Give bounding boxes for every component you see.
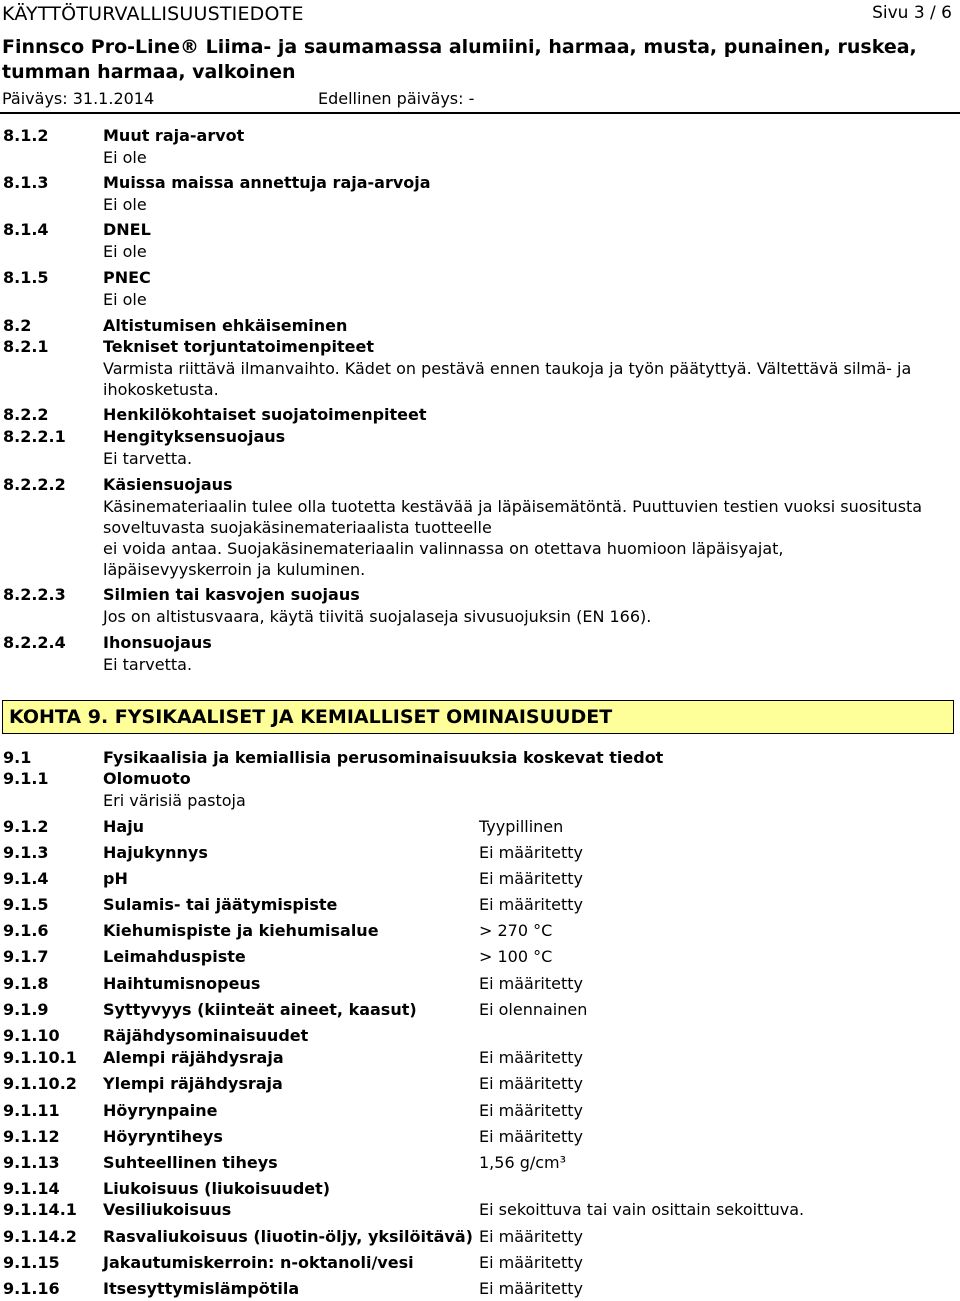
property-label: Itsesyttymislämpötila <box>103 1279 300 1298</box>
property-number: 9.1.16 <box>3 1279 60 1298</box>
item-label: DNEL <box>103 220 151 239</box>
property-label: Kiehumispiste ja kiehumisalue <box>103 921 379 940</box>
property-row <box>0 974 960 996</box>
property-row <box>0 1127 960 1149</box>
item-number: 8.2.2 <box>3 405 49 424</box>
property-label: Leimahduspiste <box>103 947 246 966</box>
property-number: 9.1.8 <box>3 974 49 993</box>
section-9-header <box>2 700 954 734</box>
item-8-1-2 <box>0 126 960 148</box>
property-value: Ei määritetty <box>479 1253 583 1272</box>
item-label: Altistumisen ehkäiseminen <box>103 316 348 335</box>
property-row <box>0 1048 960 1070</box>
property-label: Rasvaliukoisuus (liuotin-öljy, yksilöitävä) <box>103 1227 473 1246</box>
property-number: 9.1.7 <box>3 947 49 966</box>
item-label: Fysikaalisia ja kemiallisia perusominaisuuksia koskevat tiedot <box>103 748 664 767</box>
item-number: 8.2 <box>3 316 32 335</box>
property-value: Ei määritetty <box>479 1127 583 1146</box>
item-text: Ei ole <box>103 195 147 214</box>
item-label: Käsiensuojaus <box>103 475 233 494</box>
item-number: 8.2.2.1 <box>3 427 66 446</box>
property-value: Ei määritetty <box>479 895 583 914</box>
item-8-2-1 <box>0 337 960 359</box>
item-label: Muissa maissa annettuja raja-arvoja <box>103 173 431 192</box>
property-label: Haju <box>103 817 145 836</box>
item-8-2-2-4 <box>0 633 960 655</box>
item-text: Ei ole <box>103 148 147 167</box>
item-8-2-2-2 <box>0 475 960 497</box>
property-label: Höyryntiheys <box>103 1127 223 1146</box>
item-text: Ei tarvetta. <box>103 449 193 468</box>
property-value: Ei olennainen <box>479 1000 588 1019</box>
item-8-1-3 <box>0 173 960 195</box>
property-number: 9.1.13 <box>3 1153 60 1172</box>
property-number: 9.1.10.2 <box>3 1074 77 1093</box>
property-row <box>0 1000 960 1022</box>
property-number: 9.1.10 <box>3 1026 60 1045</box>
property-row <box>0 895 960 917</box>
property-label: Liukoisuus (liukoisuudet) <box>103 1179 331 1198</box>
property-value: Ei määritetty <box>479 1101 583 1120</box>
item-label: Muut raja-arvot <box>103 126 245 145</box>
property-label: Jakautumiskerroin: n-oktanoli/vesi <box>103 1253 414 1272</box>
property-value: Ei sekoittuva tai vain osittain sekoittuva. <box>479 1200 805 1219</box>
property-value: Ei määritetty <box>479 869 583 888</box>
property-value: Ei määritetty <box>479 1074 583 1093</box>
item-8-2-2-1 <box>0 427 960 449</box>
property-row <box>0 1179 960 1201</box>
property-row <box>0 1227 960 1249</box>
property-row <box>0 869 960 891</box>
item-number: 8.2.2.2 <box>3 475 66 494</box>
item-text: Ei tarvetta. <box>103 655 193 674</box>
section-title: KOHTA 9. FYSIKAALISET JA KEMIALLISET OMINAISUUDET <box>9 706 613 728</box>
property-number: 9.1.9 <box>3 1000 49 1019</box>
item-label: Ihonsuojaus <box>103 633 212 652</box>
property-value: Ei määritetty <box>479 1227 583 1246</box>
item-number: 9.1 <box>3 748 32 767</box>
issue-date: Päiväys: 31.1.2014 <box>2 89 155 108</box>
property-number: 9.1.10.1 <box>3 1048 77 1067</box>
item-paragraph: Käsinemateriaalin tulee olla tuotetta kestävää ja läpäisemätöntä. Puuttuvien testien vuoksi suositusta soveltuvasta suojakäsinemateriaalista tuotteelle <box>103 497 923 537</box>
item-number: 8.1.3 <box>3 173 49 192</box>
item-number: 8.1.5 <box>3 268 49 287</box>
item-text: Eri värisiä pastoja <box>103 791 246 810</box>
item-number: 8.1.4 <box>3 220 49 239</box>
item-label: Silmien tai kasvojen suojaus <box>103 585 360 604</box>
header-divider <box>0 112 960 114</box>
property-row <box>0 947 960 969</box>
item-text: Ei ole <box>103 290 147 309</box>
item-label: PNEC <box>103 268 151 287</box>
item-number: 9.1.1 <box>3 769 49 788</box>
item-8-1-5 <box>0 268 960 290</box>
product-name: Finnsco Pro-Line® Liima- ja saumamassa alumiini, harmaa, musta, punainen, ruskea, tumman harmaa, valkoinen <box>2 36 917 83</box>
item-number: 8.2.1 <box>3 337 49 356</box>
property-number: 9.1.14.1 <box>3 1200 77 1219</box>
document-title: KÄYTTÖTURVALLISUUSTIEDOTE <box>2 3 304 25</box>
item-label: Henkilökohtaiset suojatoimenpiteet <box>103 405 427 424</box>
property-value: Ei määritetty <box>479 1279 583 1298</box>
property-label: Räjähdysominaisuudet <box>103 1026 309 1045</box>
property-number: 9.1.14.2 <box>3 1227 77 1246</box>
property-number: 9.1.15 <box>3 1253 60 1272</box>
item-8-2-2-3 <box>0 585 960 607</box>
page-number: Sivu 3 / 6 <box>872 3 952 23</box>
item-9-1 <box>0 748 960 770</box>
property-value: > 100 °C <box>479 947 553 966</box>
property-label: Vesiliukoisuus <box>103 1200 232 1219</box>
item-9-1-1 <box>0 769 960 791</box>
property-row <box>0 1253 960 1275</box>
item-text: Ei ole <box>103 242 147 261</box>
property-value: 1,56 g/cm³ <box>479 1153 567 1172</box>
property-number: 9.1.11 <box>3 1101 60 1120</box>
property-label: Alempi räjähdysraja <box>103 1048 284 1067</box>
property-label: Suhteellinen tiheys <box>103 1153 278 1172</box>
item-label: Hengityksensuojaus <box>103 427 286 446</box>
property-label: Sulamis- tai jäätymispiste <box>103 895 338 914</box>
property-value: Ei määritetty <box>479 974 583 993</box>
item-label: Tekniset torjuntatoimenpiteet <box>103 337 374 356</box>
property-row <box>0 843 960 865</box>
property-label: Ylempi räjähdysraja <box>103 1074 283 1093</box>
item-8-2-2 <box>0 405 960 427</box>
property-row <box>0 817 960 839</box>
property-value: Ei määritetty <box>479 1048 583 1067</box>
property-label: Syttyvyys (kiinteät aineet, kaasut) <box>103 1000 417 1019</box>
property-row <box>0 1026 960 1048</box>
property-number: 9.1.5 <box>3 895 49 914</box>
item-8-1-4 <box>0 220 960 242</box>
property-number: 9.1.4 <box>3 869 49 888</box>
item-8-2 <box>0 316 960 338</box>
property-label: Haihtumisnopeus <box>103 974 261 993</box>
property-row <box>0 1074 960 1096</box>
item-text: Jos on altistusvaara, käytä tiivitä suojalaseja sivusuojuksin (EN 166). <box>103 607 652 626</box>
item-number: 8.2.2.3 <box>3 585 66 604</box>
item-number: 8.1.2 <box>3 126 49 145</box>
property-label: Höyrynpaine <box>103 1101 218 1120</box>
item-number: 8.2.2.4 <box>3 633 66 652</box>
property-number: 9.1.12 <box>3 1127 60 1146</box>
item-paragraph: Varmista riittävä ilmanvaihto. Kädet on pestävä ennen taukoja ja työn päätyttyä. Vältettävä silmä- ja ihokosketusta. <box>103 359 912 399</box>
item-label: Olomuoto <box>103 769 191 788</box>
previous-date: Edellinen päiväys: - <box>318 89 475 108</box>
property-label: pH <box>103 869 128 888</box>
property-value: Tyypillinen <box>479 817 564 836</box>
property-row <box>0 1101 960 1123</box>
property-number: 9.1.3 <box>3 843 49 862</box>
property-row <box>0 1279 960 1301</box>
property-row <box>0 921 960 943</box>
property-number: 9.1.6 <box>3 921 49 940</box>
property-number: 9.1.14 <box>3 1179 60 1198</box>
property-row <box>0 1153 960 1175</box>
property-value: Ei määritetty <box>479 843 583 862</box>
item-paragraph: ei voida antaa. Suojakäsinemateriaalin valinnassa on otettava huomioon läpäisyajat, läpäisevyyskerroin ja kuluminen. <box>103 539 784 579</box>
property-label: Hajukynnys <box>103 843 208 862</box>
property-number: 9.1.2 <box>3 817 49 836</box>
property-value: > 270 °C <box>479 921 553 940</box>
property-row <box>0 1200 960 1222</box>
